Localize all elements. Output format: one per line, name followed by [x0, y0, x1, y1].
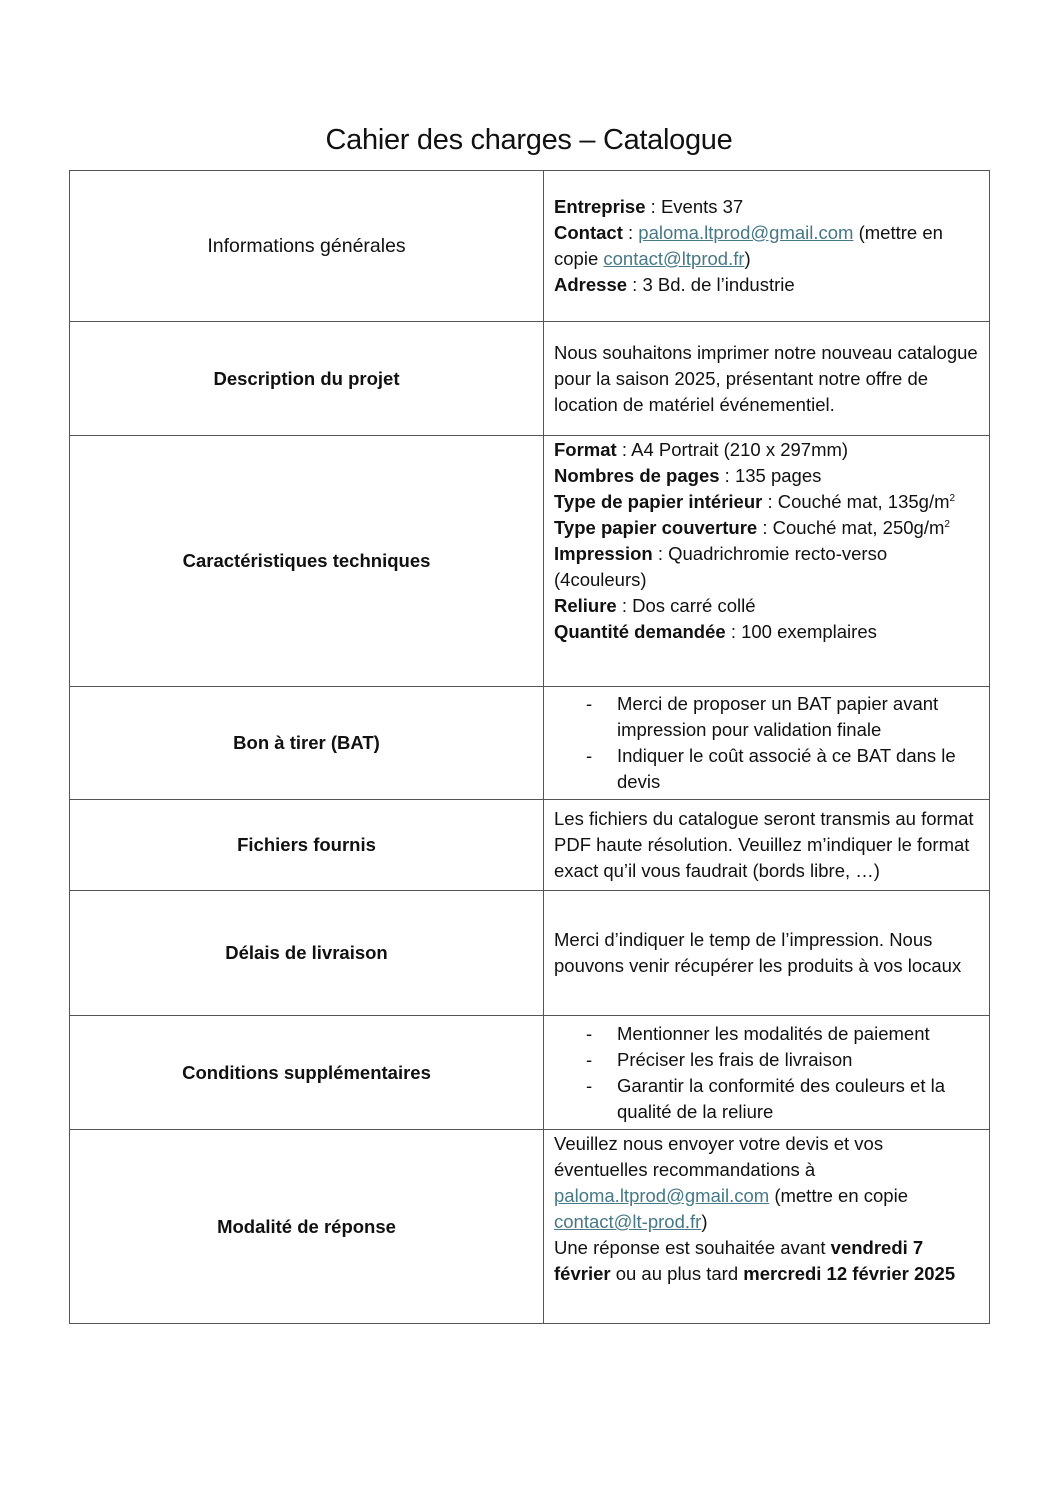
row-content: Les fichiers du catalogue seront transmis au format PDF haute résolution. Veuillez m’indiquer le format exact qu’il vous faudrait (bords libre, …) — [544, 800, 990, 891]
table-row-delais — [70, 891, 990, 1016]
field-label: Entreprise — [554, 196, 646, 217]
list-item: - Indiquer le coût associé à ce BAT dans le devis — [554, 743, 979, 795]
table-row-bat — [70, 687, 990, 800]
row-label: Bon à tirer (BAT) — [70, 687, 544, 800]
spec-item: Nombres de pages : 135 pages — [554, 465, 822, 486]
spec-item: Impression : Quadrichromie recto-verso (4couleurs) — [554, 543, 888, 590]
deadline-date-2: mercredi 12 février 2025 — [743, 1263, 956, 1284]
table-row-description — [70, 322, 990, 436]
copy-email-link[interactable]: contact@ltprod.fr — [603, 248, 745, 269]
row-content: Nous souhaitons imprimer notre nouveau catalogue pour la saison 2025, présentant notre offre de location de matériel événementiel. — [544, 322, 990, 436]
row-content — [544, 1130, 990, 1324]
response-copy-note: (mettre en copie — [774, 1185, 908, 1206]
copy-suffix: ) — [744, 248, 751, 269]
deadline-text: Une réponse est souhaitée avant vendredi 7 février ou au plus tard mercredi 12 février 2025 — [554, 1237, 956, 1284]
row-label: Fichiers fournis — [70, 800, 544, 891]
response-copy-email-link[interactable]: contact@lt-prod.fr — [554, 1211, 702, 1232]
table-row-conditions — [70, 1016, 990, 1130]
table-row-fichiers — [70, 800, 990, 891]
contact-email-link[interactable]: paloma.ltprod@gmail.com — [638, 222, 854, 243]
row-label: Caractéristiques techniques — [70, 436, 544, 687]
spec-item: Quantité demandée : 100 exemplaires — [554, 621, 877, 642]
row-label: Délais de livraison — [70, 891, 544, 1016]
row-content — [544, 1016, 990, 1130]
list-item: - Mentionner les modalités de paiement — [554, 1021, 979, 1047]
bat-list — [554, 691, 979, 795]
list-item: - Garantir la conformité des couleurs et la qualité de la reliure — [554, 1073, 979, 1125]
spec-item: Reliure : Dos carré collé — [554, 595, 756, 616]
row-label: Conditions supplémentaires — [70, 1016, 544, 1130]
address-value: 3 Bd. de l’industrie — [642, 274, 795, 295]
row-content — [544, 687, 990, 800]
row-content: Merci d’indiquer le temp de l’impression. Nous pouvons venir récupérer les produits à vos locaux — [544, 891, 990, 1016]
table-row-technique — [70, 436, 990, 687]
field-label: Contact — [554, 222, 623, 243]
company-name: Events 37 — [660, 196, 744, 217]
field-label: Adresse — [554, 274, 628, 295]
conditions-list — [554, 1021, 979, 1125]
table-row-reponse — [70, 1130, 990, 1324]
table-row-informations — [70, 171, 990, 322]
deadline-date-1: vendredi 7 février — [554, 1237, 924, 1284]
contact-note: (mettre en — [858, 222, 943, 243]
copy-suffix: ) — [701, 1211, 708, 1232]
row-label: Description du projet — [70, 322, 544, 436]
list-item: - Merci de proposer un BAT papier avant impression pour validation finale — [554, 691, 979, 743]
spec-item: Type papier couverture : Couché mat, $250g/m^2$ — [554, 517, 950, 538]
row-label: Informations générales — [70, 171, 544, 322]
response-email-link[interactable]: paloma.ltprod@gmail.com — [554, 1185, 770, 1206]
row-content: Entreprise : Events 37 Contact : paloma.ltprod@gmail.com (mettre en copie contact@ltprod.fr) Adresse : 3 Bd. de l’industrie — [544, 171, 990, 322]
row-content — [544, 436, 990, 687]
list-item: - Préciser les frais de livraison — [554, 1047, 979, 1073]
response-intro: Veuillez nous envoyer votre devis et vos éventuelles recommandations à — [554, 1133, 884, 1180]
spec-item: Format : A4 Portrait (210 x 297mm) — [554, 439, 849, 460]
spec-item: Type de papier intérieur : Couché mat, $135g/m^2$ — [554, 491, 956, 512]
page-title: Cahier des charges – Catalogue — [325, 124, 733, 156]
row-label: Modalité de réponse — [70, 1130, 544, 1324]
specification-table — [69, 170, 990, 1324]
copy-label: copie — [554, 248, 599, 269]
